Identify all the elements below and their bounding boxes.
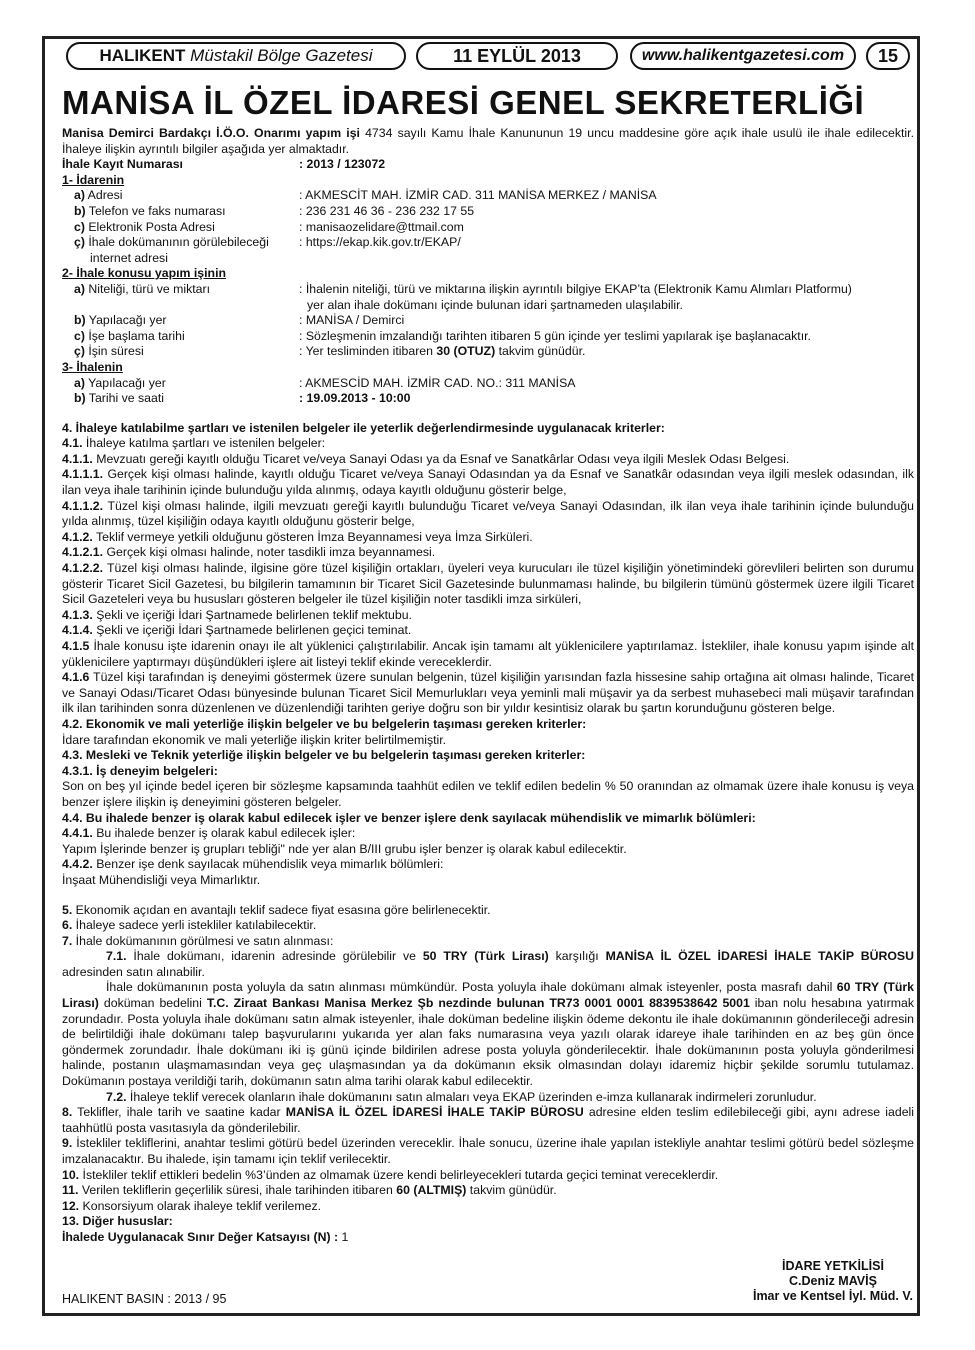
clause-paragraph: 4.1. İhaleye katılma şartları ve istenilen belgeler:	[62, 436, 326, 451]
section-4-4-2: 4.4.2. Benzer işe denk sayılacak mühendislik veya mimarlık bölümleri:	[62, 857, 444, 872]
paper-name: HALIKENT	[99, 46, 186, 65]
page-number: 15	[866, 42, 910, 70]
clause-paragraph: 4.1.1. Mevzuatı gereği kayıtlı olduğu Ticaret ve/veya Sanayi Odası ya da Esnaf ve Sanatkârlar Odası veya ilgili Meslek Odası Belgesi.	[62, 451, 790, 466]
field-row: b) Telefon ve faks numarası : 236 231 46 36 - 236 232 17 55	[74, 203, 475, 218]
section-3-title: 3- İhalenin	[62, 359, 123, 374]
clause-paragraph: 4.1.5 İhale konusu işte idarenin onayı ile alt yüklenici çalıştırılabilir. Ancak işin tamamı alt yüklenicilere yaptırılamaz. İstekliler, ihale konusu yapım işinde alt yüklenicilere yaptırmayı düşündükleri işlere ait listeyi teklif ekinde vereceklerdir.	[62, 639, 914, 669]
footer-basin-ref: HALIKENT BASIN : 2013 / 95	[62, 1292, 227, 1306]
section-1-list	[62, 188, 914, 250]
section-4-2-text: İdare tarafından ekonomik ve mali yeterliğe ilişkin kriter belirtilmemiştir.	[62, 732, 447, 747]
section-4-title: 4. İhaleye katılabilme şartları ve istenilen belgeler ile yeterlik değerlendirmesinde uygulanacak kriterler:	[62, 420, 665, 435]
section-4-4-1-text: Yapım İşlerinde benzer iş grupları tebliği" nde yer alan B/III grubu işler benzer iş olarak kabul edilecektir.	[62, 841, 627, 856]
item-7-1-postal: İhale dokümanının posta yoluyla da satın alınması mümkündür. Posta yoluyla ihale dokümanı almak isteyenler, posta masrafı dahil 60 TRY (Türk Lirası) doküman bedelini T.C. Ziraat Bankası Manisa Merkez Şb nezdinde bulunan TR73 0001 0001 8839538642 5001 iban nolu hesabına yatırmak zorundadır. Posta yoluyla ihale dokümanı satın almak isteyenler, ihale doküman bedeline ilişkin ödeme dekontu ile ihale dokümanının gönderileceği adresin de belirtildiği ihale dokümanı talep başvurularını yukarıda yer alan faks numarasına veya yazılı olarak idareye ihale tarihinden en az beş gün önce göndermek zorundadır. İhale dokümanı iki iş günü içinde bildirilen adrese posta yoluyla gönderilecektir. İhale dokümanının posta yoluyla gönderilmesi halinde, postanın ulaşmamasından veya geç ulaşmasından ya da dokümanın eksik olmasından dolayı idaremiz hiçbir şekilde sorumlu tutulamaz. Dokümanın postaya verildiği tarih, dokümanın satın alma tarihi olarak kabul edilecektir.	[62, 980, 914, 1089]
section-2-title: 2- İhale konusu yapım işinin	[62, 266, 226, 281]
kayit-row: İhale Kayıt Numarası : 2013 / 123072	[62, 157, 386, 172]
section-2a-row: a) Niteliği, türü ve miktarı : İhalenin niteliği, türü ve miktarına ilişkin ayrıntılı bilgiye EKAP’ta (Elektronik Kamu Alımları Platformu) yer alan ihale dokümanı içinde bulunan idari şartnameden ulaşılabilir.	[74, 281, 852, 312]
clause-paragraph: 4.1.1.1. Gerçek kişi olması halinde, kayıtlı olduğu Ticaret ve/veya Sanayi Odasından ya da Esnaf ve Sanatkâr odasından veya ilgili meslek odasından, ilk ilan veya ihale tarihinin içinde bulunduğu yılda alınmış, odaya kayıtlı olduğunu gösterir belge,	[62, 467, 914, 498]
item-13-title: 13. Diğer hususlar:	[62, 1214, 173, 1229]
section-2-list	[62, 313, 914, 344]
item-7-1: 7.1. İhale dokümanı, idarenin adresinde görülebilir ve 50 TRY (Türk Lirası) karşılığı MANİSA İL ÖZEL İDARESİ İHALE TAKİP BÜROSU adresinden satın alınabilir.	[62, 949, 914, 979]
field-row: a) Adresi : AKMESCİT MAH. İZMİR CAD. 311 MANİSA MERKEZ / MANİSA	[74, 188, 657, 203]
issue-date: 11 EYLÜL 2013	[416, 42, 618, 70]
signature-block	[753, 1259, 913, 1304]
announcement-body	[62, 126, 914, 1246]
signature-title: İDARE YETKİLİSİ	[782, 1259, 884, 1273]
item-13-sub: İhalede Uygulanacak Sınır Değer Katsayısı (N) : 1	[62, 1229, 349, 1244]
signature-position: İmar ve Kentsel İyl. Müd. V.	[752, 1289, 913, 1303]
item-11: 11. Verilen tekliflerin geçerlilik süresi, ihale tarihinden itibaren 60 (ALTMIŞ) takvim günüdür.	[62, 1183, 557, 1198]
item-7: 7. İhale dokümanının görülmesi ve satın alınması:	[62, 933, 334, 948]
section-4-4-1: 4.4.1. Bu ihalede benzer iş olarak kabul edilecek işler:	[62, 826, 356, 841]
clause-paragraph: 4.1.2.1. Gerçek kişi olması halinde, noter tasdikli imza beyannamesi.	[62, 545, 436, 560]
item-9: 9. İstekliler tekliflerini, anahtar teslimi götürü bedel üzerinden vereceklir. İhale sonucu, üzerine ihale yapılan istekliyle anahtar teslimi götürü bedel sözleşme imzalanacaktır. Bu ihalede, işin tamamı için teklif verilecektir.	[62, 1136, 914, 1166]
page-title: MANİSA İL ÖZEL İDARESİ GENEL SEKRETERLİĞİ	[62, 84, 865, 121]
section-2d-row: ç) İşin süresi : Yer tesliminden itibaren 30 (OTUZ) takvim günüdür.	[74, 344, 586, 359]
clause-paragraph: 4.1.1.2. Tüzel kişi olması halinde, ilgili mevzuatı gereği kayıtlı bulunduğu Ticaret ve/veya Sanayi Odasından, ilk ilan veya ihale tarihinin içinde bulunduğu yılda alınmış, tüzel kişiliğin odaya kayıtlı olduğunu gösterir belge,	[62, 498, 914, 529]
paper-name-pill	[66, 42, 406, 70]
section-3b-row: b) Tarihi ve saati : 19.09.2013 - 10:00	[74, 391, 411, 406]
item-8: 8. Teklifler, ihale tarih ve saatine kadar MANİSA İL ÖZEL İDARESİ İHALE TAKİP BÜROSU adresine elden teslim edilebileceği gibi, aynı adrese iadeli taahhütlü posta vasıtasıyla da gönderilebilir.	[62, 1105, 914, 1135]
clause-paragraph: 4.1.6 Tüzel kişi tarafından iş deneyimi göstermek üzere sunulan belgenin, tüzel kişiliğin yarısından fazla hissesine sahip ortağına ait olması halinde, Ticaret ve Sanayi Odası/Ticaret Odası bünyesinde bulunan Ticaret Sicil Memurlukları veya yeminli mali müşavir ya da serbest muhasebeci mali müşavir tarafından ilk ilan tarihinden sonra düzenlenen ve düzenlendiği tarihten geriye doğru son bir yıldır kesintisiz olarak bu şartın korunduğunu gösteren belge.	[62, 670, 914, 716]
section-1-title: 1- İdarenin	[62, 172, 125, 187]
website-link[interactable]: www.halikentgazetesi.com	[630, 42, 856, 70]
item-6: 6. İhaleye sadece yerli istekliler katılabilecektir.	[62, 918, 317, 933]
section-4-3-1-title: 4.3.1. İş deneyim belgeleri:	[62, 763, 218, 778]
field-row: c) İşe başlama tarihi : Sözleşmenin imzalandığı tarihten itibaren 5 gün içinde yer teslimi yapılarak işe başlanacaktır.	[74, 328, 811, 343]
field-row: b) Yapılacağı yer : MANİSA / Demirci	[74, 313, 405, 328]
section-4-4-2-text: İnşaat Mühendisliği veya Mimarlıktır.	[62, 872, 261, 887]
section-4-3-1-text: Son on beş yıl içinde bedel içeren bir sözleşme kapsamında taahhüt edilen ve teklif edilen bedelin % 50 oranından az olmamak üzere ihale konusu iş veya benzer işlere ilişkin iş deneyimini gösteren belgeler.	[62, 779, 914, 809]
field-row: c) Elektronik Posta Adresi : manisaozelidare@ttmail.com	[74, 219, 464, 234]
clause-paragraph: 4.1.4. Şekli ve içeriği İdari Şartnamede belirlenen geçici teminat.	[62, 623, 412, 638]
section-4-3-title: 4.3. Mesleki ve Teknik yeterliğe ilişkin belgeler ve bu belgelerin taşıması gereken kriterler:	[62, 748, 586, 763]
item-12: 12. Konsorsiyum olarak ihaleye teklif verilemez.	[62, 1198, 322, 1213]
clause-paragraph: 4.1.2. Teklif vermeye yetkili olduğunu gösteren İmza Beyannamesi veya İmza Sirküleri.	[62, 529, 533, 544]
internet-address-label: internet adresi	[90, 250, 168, 265]
item-5: 5. Ekonomik açıdan en avantajlı teklif sadece fiyat esasına göre belirlenecektir.	[62, 902, 491, 917]
item-7-2: 7.2. İhaleye teklif verecek olanların ihale dokümanını satın almaları veya EKAP üzerinden e-imza kullanarak indirmeleri zorunludur.	[106, 1089, 817, 1104]
section-4-list	[62, 436, 914, 717]
section-4-2-title: 4.2. Ekonomik ve mali yeterliğe ilişkin belgeler ve bu belgelerin taşıması gereken kriterler:	[62, 716, 587, 731]
signature-name: C.Deniz MAVİŞ	[788, 1274, 877, 1288]
intro-paragraph: Manisa Demirci Bardakçı İ.Ö.O. Onarımı yapım işi 4734 sayılı Kamu İhale Kanununun 19 uncu maddesine göre açık ihale usulü ile ihale edilecektir. İhaleye ilişkin ayrıntılı bilgiler aşağıda yer almaktadır.	[62, 126, 914, 156]
section-4-4-title: 4.4. Bu ihalede benzer iş olarak kabul edilecek işler ve benzer işlere denk sayılacak mühendislik ve mimarlık bölümleri:	[62, 810, 756, 825]
masthead	[58, 42, 908, 72]
field-row: ç) İhale dokümanının görülebileceği : https://ekap.kik.gov.tr/EKAP/	[74, 235, 461, 250]
paper-subtitle: Müstakil Bölge Gazetesi	[190, 46, 373, 65]
item-10: 10. İstekliler teklif ettikleri bedelin %3’ünden az olmamak üzere kendi belirleyecekleri tutarda geçici teminat vereceklerdir.	[62, 1167, 719, 1182]
clause-paragraph: 4.1.2.2. Tüzel kişi olması halinde, ilgisine göre tüzel kişiliğin ortakları, üyeleri veya kurucuları ile tüzel kişiliğin yönetimindeki görevlileri belirten son durumu gösterir Ticaret Sicil Gazetesi, bu bilgilerin tamamının bir Ticaret Sicil Gazetesinde bulunmaması halinde, bu bilgilerin tümünü göstermek üzere ilgili Ticaret Sicil Gazeteleri veya bu hususları gösteren belgeler ile tüzel kişiliğin noter tasdikli imza sirküleri,	[62, 561, 914, 607]
clause-paragraph: 4.1.3. Şekli ve içeriği İdari Şartnamede belirlenen teklif mektubu.	[62, 607, 412, 622]
section-3a-row: a) Yapılacağı yer : AKMESCİD MAH. İZMİR CAD. NO.: 311 MANİSA	[74, 375, 576, 390]
